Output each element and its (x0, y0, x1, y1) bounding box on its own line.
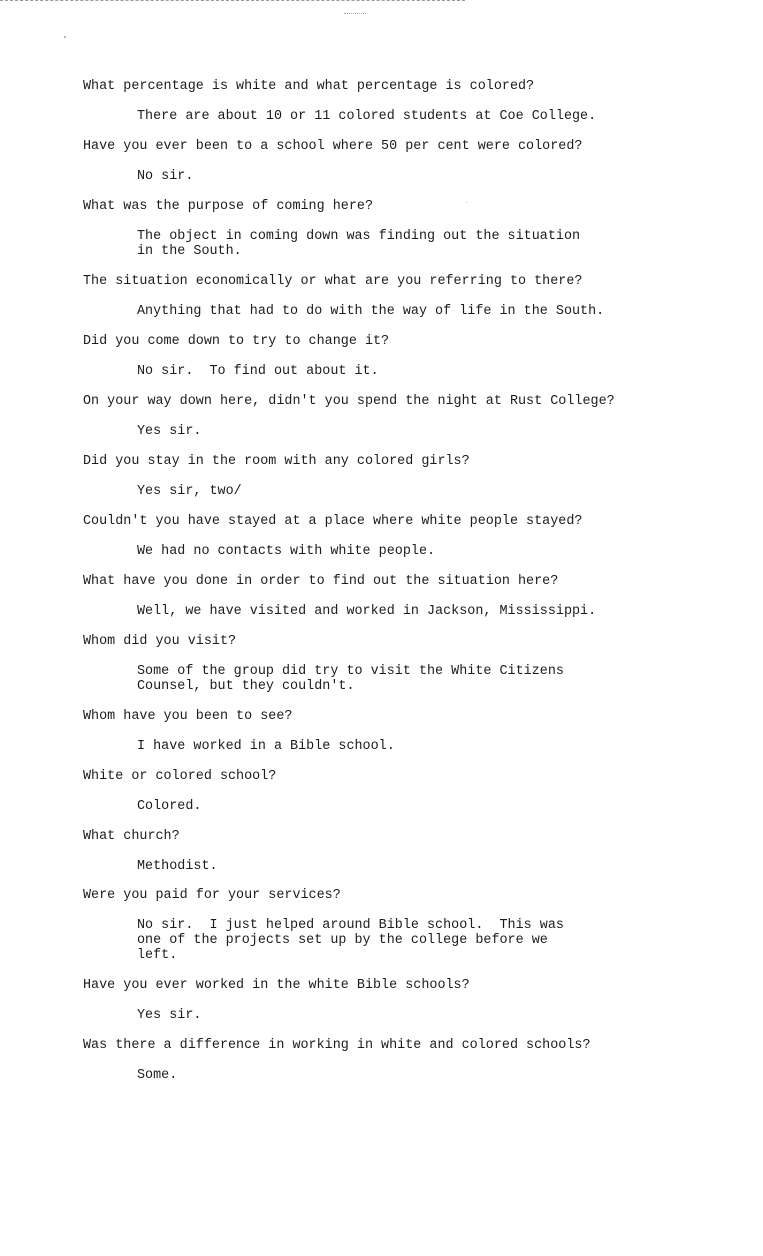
answer-4: Anything that had to do with the way of life in the South. (137, 304, 605, 319)
answer-7: Yes sir, two/ (137, 484, 242, 499)
answer-11: I have worked in a Bible school. (137, 739, 395, 754)
answer-3: The object in coming down was finding out the situation in the South. (137, 229, 581, 259)
answer-10: Some of the group did try to visit the White Citizens Counsel, but they couldn't. (137, 664, 564, 694)
answer-15: Yes sir. (137, 1008, 202, 1023)
question-4: The situation economically or what are you referring to there? (83, 274, 583, 289)
question-9: What have you done in order to find out the situation here? (83, 574, 559, 589)
answer-9: Well, we have visited and worked in Jackson, Mississippi. (137, 604, 597, 619)
scan-speck (64, 36, 66, 38)
question-2: Have you ever been to a school where 50 per cent were colored? (83, 139, 583, 154)
question-7: Did you stay in the room with any colored girls? (83, 454, 470, 469)
question-11: Whom have you been to see? (83, 709, 293, 724)
answer-16: Some. (137, 1068, 178, 1083)
answer-13: Methodist. (137, 859, 218, 874)
question-6: On your way down here, didn't you spend the night at Rust College? (83, 394, 615, 409)
answer-12: Colored. (137, 799, 202, 814)
question-1: What percentage is white and what percentage is colored? (83, 79, 535, 94)
question-15: Have you ever worked in the white Bible schools? (83, 978, 470, 993)
question-16: Was there a difference in working in white and colored schools? (83, 1038, 591, 1053)
answer-5: No sir. To find out about it. (137, 364, 379, 379)
question-12: White or colored school? (83, 769, 277, 784)
top-dashed-rule (0, 0, 465, 1)
question-10: Whom did you visit? (83, 634, 237, 649)
question-3: What was the purpose of coming here? (83, 199, 374, 214)
question-8: Couldn't you have stayed at a place where white people stayed? (83, 514, 583, 529)
scan-speck-2 (466, 202, 467, 203)
answer-8: We had no contacts with white people. (137, 544, 436, 559)
top-scan-mark (344, 7, 366, 14)
question-5: Did you come down to try to change it? (83, 334, 390, 349)
answer-14: No sir. I just helped around Bible school. This was one of the projects set up by the college before we left. (137, 918, 564, 963)
answer-2: No sir. (137, 169, 194, 184)
answer-6: Yes sir. (137, 424, 202, 439)
question-14: Were you paid for your services? (83, 888, 341, 903)
answer-1: There are about 10 or 11 colored students at Coe College. (137, 109, 597, 124)
question-13: What church? (83, 829, 180, 844)
